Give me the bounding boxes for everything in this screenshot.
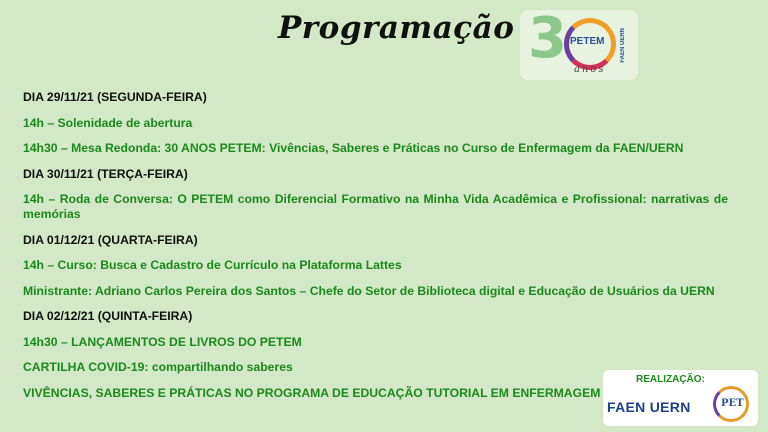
pet-logo-icon (713, 386, 749, 422)
faen-text: FAEN (607, 399, 646, 415)
pet-text: PET (721, 398, 744, 409)
petem-30-anos-logo (520, 6, 638, 80)
schedule-item: 14h – Solenidade de abertura (23, 115, 193, 130)
realizacao-label: REALIZAÇÃO: (636, 374, 705, 385)
schedule-item: 14h30 – LANÇAMENTOS DE LIVROS DO PETEM (23, 334, 302, 349)
schedule-item: CARTILHA COVID-19: compartilhando saberes (23, 360, 293, 374)
day-heading: DIA 29/11/21 (SEGUNDA-FEIRA) (23, 90, 207, 104)
schedule-item: VIVÊNCIAS, SABERES E PRÁTICAS NO PROGRAMA DE EDUCAÇÃO TUTORIAL EM ENFERMAGEM (23, 385, 601, 400)
day-heading: DIA 02/12/21 (QUINTA-FEIRA) (23, 309, 193, 323)
faen-uern-logo (607, 399, 691, 415)
logo-vertical-text: FAEN UERN (620, 28, 626, 63)
realizacao-box (603, 370, 758, 426)
schedule-item: 14h – Curso: Busca e Cadastro de Currículo na Plataforma Lattes (23, 258, 402, 272)
day-heading: DIA 30/11/21 (TERÇA-FEIRA) (23, 166, 188, 181)
schedule-list (23, 90, 728, 411)
schedule-item: 14h – Roda de Conversa: O PETEM como Diferencial Formativo na Minha Vida Acadêmica e Profissional: narrativas de memórias (23, 192, 728, 221)
logo-name: PETEM (570, 36, 605, 47)
uern-text: UERN (649, 399, 691, 415)
schedule-item: 14h30 – Mesa Redonda: 30 ANOS PETEM: Vivências, Saberes e Práticas no Curso de Enfermagem da FAEN/UERN (23, 141, 684, 155)
page-title: Programação (278, 10, 515, 46)
logo-digit: 3 (528, 6, 567, 71)
day-heading: DIA 01/12/21 (QUARTA-FEIRA) (23, 232, 198, 247)
logo-anos: anos (574, 64, 606, 75)
schedule-item: Ministrante: Adriano Carlos Pereira dos Santos – Chefe do Setor de Biblioteca digital e Educação de Usuários da UERN (23, 283, 715, 298)
